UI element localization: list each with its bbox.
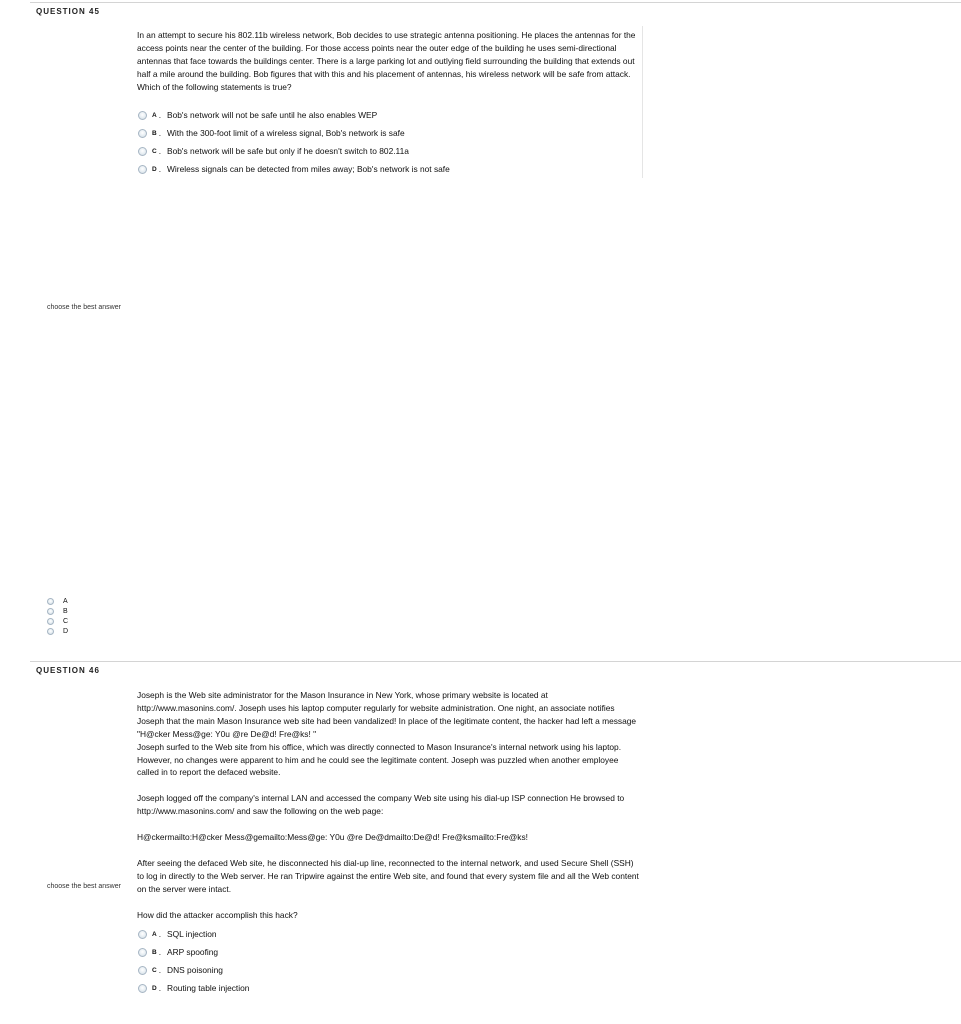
answer-b[interactable] [47, 606, 68, 616]
q45-option-d[interactable]: D . Wireless signals can be detected from miles away; Bob's network is not safe [138, 162, 450, 176]
q45-option-b[interactable]: B . With the 300-foot limit of a wireless signal, Bob's network is safe [138, 126, 405, 140]
option-text: Wireless signals can be detected from miles away; Bob's network is not safe [167, 164, 450, 174]
question-46-question: How did the attacker accomplish this hack? [137, 909, 298, 920]
option-text: Routing table injection [167, 983, 250, 993]
question-46-title: QUESTION 46 [36, 666, 100, 675]
option-letter: B [152, 129, 157, 137]
radio-button[interactable] [138, 966, 147, 975]
question-45-frame-edge [642, 26, 643, 178]
radio-button[interactable] [138, 129, 147, 138]
top-divider [30, 2, 961, 3]
answer-label: A [63, 597, 68, 605]
radio-button[interactable] [138, 147, 147, 156]
question-46-para-1: Joseph is the Web site administrator for the Mason Insurance in New York, whose primary website is located at http://www.masonins.com/. Joseph uses his laptop computer regularly for website administration. One night, an associate notifies Joseph that the main Mason Insurance web site had been vandalized! In place of the legitimate content, the hacker had left a message "H@cker Mess@ge: Y0u @re De@d! Fre@ks! " [137, 690, 637, 739]
option-letter: A [152, 930, 157, 938]
option-text: Bob's network will be safe but only if he doesn't switch to 802.11a [167, 146, 409, 156]
option-letter: C [152, 147, 157, 155]
question-45-instruction: choose the best answer [47, 304, 121, 311]
option-text: Bob's network will not be safe until he also enables WEP [167, 110, 378, 120]
radio-button[interactable] [138, 984, 147, 993]
question-45-text [137, 29, 642, 94]
q45-option-a[interactable]: A . Bob's network will not be safe until he also enables WEP [138, 108, 377, 122]
option-letter: D [152, 984, 157, 992]
answer-c[interactable] [47, 616, 68, 626]
answer-d[interactable] [47, 626, 68, 636]
q46-option-a[interactable]: A . SQL injection [138, 927, 217, 941]
answer-label: B [63, 607, 68, 615]
q46-option-c[interactable]: C . DNS poisoning [138, 963, 223, 977]
q46-option-b[interactable]: B . ARP spoofing [138, 945, 218, 959]
answer-label: C [63, 617, 69, 625]
question-46-para-5: After seeing the defaced Web site, he disconnected his dial-up line, reconnected to the internal network, and used Secure Shell (SSH) to log in directly to the Web server. He ran Tripwire against the entire Web site, and found that every system file and all the Web content on the server were intact. [137, 858, 639, 894]
answer-a[interactable] [47, 596, 68, 606]
question-46-para-4: H@ckermailto:H@cker Mess@gemailto:Mess@ge: Y0u @re De@dmailto:De@d! Fre@ksmailto:Fre@ks! [137, 832, 528, 843]
radio-button[interactable] [47, 598, 54, 605]
radio-button[interactable] [47, 628, 54, 635]
option-text: DNS poisoning [167, 965, 223, 975]
question-46-para-2: Joseph surfed to the Web site from his office, which was directly connected to Mason Insurance's internal network using his laptop. However, no changes were apparent to him and he could see the legitimate content. Joseph was puzzled when another employee called in to report the defaced website. [137, 741, 622, 778]
q45-option-c[interactable]: C . Bob's network will be safe but only if he doesn't switch to 802.11a [138, 144, 409, 158]
answer-label: D [63, 627, 69, 635]
radio-button[interactable] [138, 948, 147, 957]
radio-button[interactable] [138, 165, 147, 174]
option-text: ARP spoofing [167, 947, 219, 957]
question-45-stem: In an attempt to secure his 802.11b wireless network, Bob decides to use strategic antenna positioning. He places the antennas for the access points near the center of the building. For those access points near the outer edge of the building he uses semi-directional antennas that face towards the buildings center. There is a large parking lot and outlying field surrounding the building that extends out half a mile around the building. Bob figures that with this and his placement of antennas, his wireless network will be safe from attack. Which of the following statements is true? [137, 30, 636, 92]
q46-option-d[interactable]: D . Routing table injection [138, 981, 249, 995]
option-letter: B [152, 948, 157, 956]
question-46-para-3: Joseph logged off the company's internal LAN and accessed the company Web site using his dial-up ISP connection He browsed to http://www.masonins.com/ and saw the following on the web page: [137, 793, 625, 817]
option-letter: D [152, 165, 157, 173]
option-text: With the 300-foot limit of a wireless signal, Bob's network is safe [167, 128, 405, 138]
question-46-text [137, 689, 642, 922]
radio-button[interactable] [47, 618, 54, 625]
question-46-instruction: choose the best answer [47, 883, 121, 890]
option-letter: C [152, 966, 157, 974]
radio-button[interactable] [138, 930, 147, 939]
question-divider [30, 661, 961, 662]
option-text: SQL injection [167, 929, 217, 939]
option-letter: A [152, 111, 157, 119]
question-45-title: QUESTION 45 [36, 7, 100, 16]
radio-button[interactable] [138, 111, 147, 120]
radio-button[interactable] [47, 608, 54, 615]
